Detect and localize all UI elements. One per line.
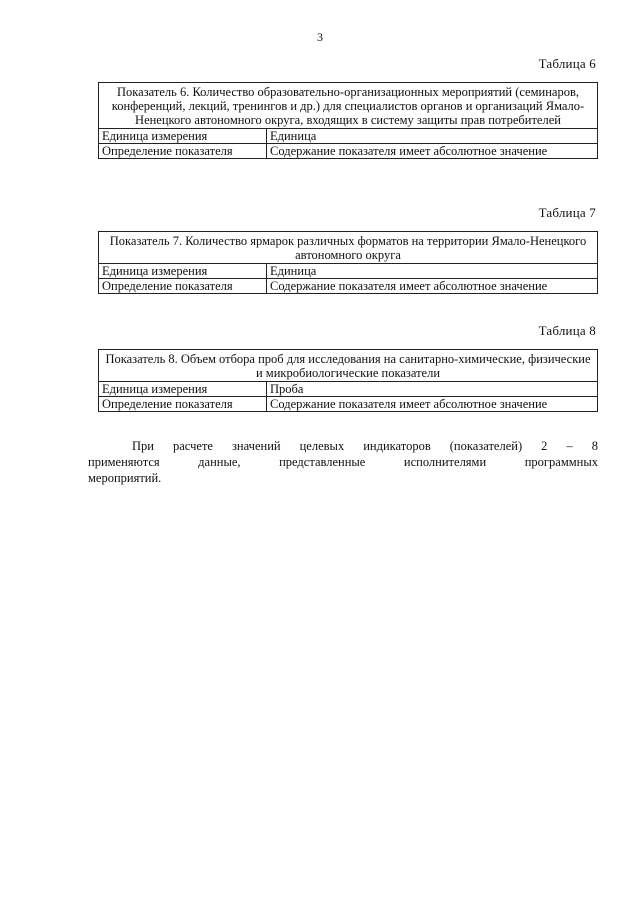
table-6-title: Показатель 6. Количество образовательно-организационных мероприятий (семинаров, конференций, лекций, тренингов и др.) для специалистов органов и организаций Ямало-Ненецкого автономного округа, входящих в систему защиты прав потребителей: [99, 83, 598, 129]
table-8-unit-label: Единица измерения: [99, 382, 267, 397]
table-8-caption: Таблица 8: [538, 323, 596, 338]
table-6-unit-value: Единица: [267, 129, 598, 144]
paragraph-line-2: применяются данные, представленные исполнителями программных: [88, 455, 598, 469]
table-7-title: Показатель 7. Количество ярмарок различных форматов на территории Ямало-Ненецкого автономного округа: [99, 232, 598, 264]
table-row: [99, 264, 598, 279]
table-6-definition-value: Содержание показателя имеет абсолютное значение: [267, 144, 598, 159]
table-7-definition-label: Определение показателя: [99, 279, 267, 294]
table-8-unit-value: Проба: [267, 382, 598, 397]
table-7: [98, 231, 598, 294]
paragraph-line-3: мероприятий.: [88, 471, 162, 485]
table-6: [98, 82, 598, 159]
table-7-definition-value: Содержание показателя имеет абсолютное значение: [267, 279, 598, 294]
table-8: [98, 349, 598, 412]
page-number: 3: [317, 30, 323, 44]
paragraph-line-1: При расчете значений целевых индикаторов (показателей) 2 – 8: [132, 439, 598, 453]
table-8-definition-label: Определение показателя: [99, 397, 267, 412]
table-6-definition-label: Определение показателя: [99, 144, 267, 159]
table-row: [99, 397, 598, 412]
table-6-unit-label: Единица измерения: [99, 129, 267, 144]
closing-paragraph: [88, 438, 598, 486]
table-7-unit-label: Единица измерения: [99, 264, 267, 279]
table-row: [99, 279, 598, 294]
table-8-definition-value: Содержание показателя имеет абсолютное значение: [267, 397, 598, 412]
table-row: [99, 129, 598, 144]
table-8-title: Показатель 8. Объем отбора проб для исследования на санитарно-химические, физические и микробиологические показатели: [99, 350, 598, 382]
table-6-caption: Таблица 6: [538, 56, 596, 71]
table-7-unit-value: Единица: [267, 264, 598, 279]
table-7-caption: Таблица 7: [538, 205, 596, 220]
table-row: [99, 382, 598, 397]
table-row: [99, 144, 598, 159]
